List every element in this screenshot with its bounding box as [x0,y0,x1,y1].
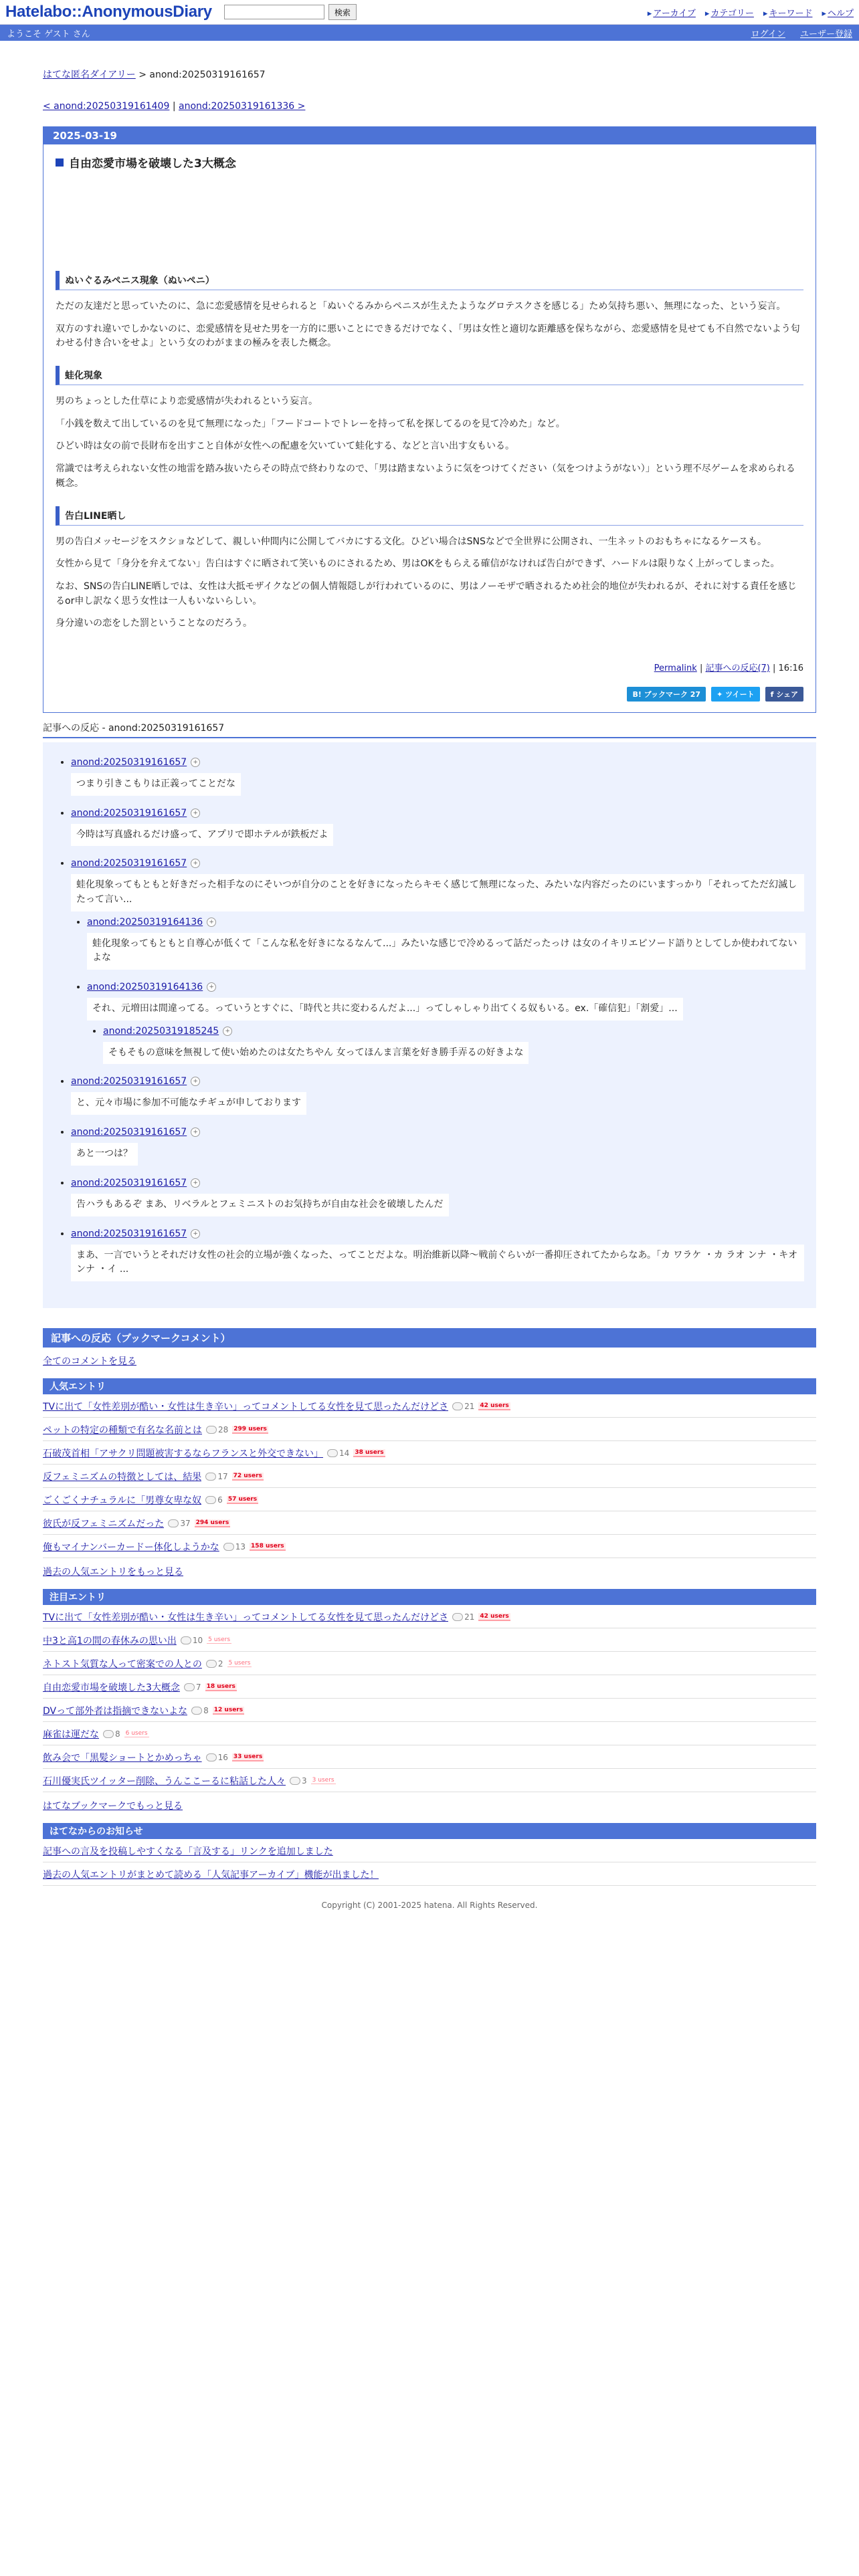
entry-row [43,1511,816,1535]
reaction-header [71,858,805,869]
top-nav [648,6,854,19]
reactions-link[interactable]: 記事への反応(7) [705,663,770,673]
comment-count[interactable] [206,1659,223,1669]
entry-link[interactable]: 石破茂首相「アサクリ問題被害するならフランスと外交できない」 [43,1448,324,1459]
entry-link[interactable]: 彼氏が反フェミニズムだった [43,1518,165,1529]
next-entry-link[interactable]: anond:20250319161336 > [179,101,306,112]
reaction-item [71,1228,805,1281]
expand-icon[interactable]: + [191,809,200,818]
entry-link[interactable]: 石川優実氏ツイッター削除、うんここーるに粘話した人々 [43,1776,286,1787]
reaction-link[interactable]: anond:20250319161657 [71,858,187,869]
reaction-link[interactable]: anond:20250319161657 [71,1127,187,1138]
prev-next-sep: | [172,101,176,112]
breadcrumb-current: anond:20250319161657 [149,70,266,80]
search-button[interactable]: 検索 [328,4,357,20]
comment-icon [452,1402,463,1410]
entry-row [43,1488,816,1511]
comment-icon [206,1660,217,1668]
expand-icon[interactable]: + [191,1229,200,1239]
bookmark-users-badge[interactable]: 294 users [195,1519,229,1526]
comment-count[interactable] [205,1495,223,1505]
comment-count[interactable] [181,1636,203,1645]
section-heading: ぬいぐるみペニス現象（ぬいペニ） [56,271,803,290]
reaction-excerpt: まあ、一言でいうとそれだけ女性の社会的立場が強くなった、ってことだよな。明治維新以降〜戦前ぐらいが一番抑圧されてたからなあ。「カ ワラケ ・カ ラオ ンナ ・キオ ンナ ・イ ... [71,1245,804,1281]
comment-count-value: 8 [203,1705,209,1715]
reaction-item [71,858,805,1064]
comment-count-value: 3 [302,1776,307,1786]
comment-count-value: 14 [339,1448,350,1458]
comment-count-value: 21 [464,1612,475,1622]
comment-icon [168,1519,179,1527]
notice-link[interactable]: 過去の人気エントリがまとめて読める「人気記事アーカイブ」機能が出ました！ [43,1869,379,1881]
reaction-header [71,757,805,768]
comment-count[interactable] [191,1706,209,1715]
comment-count[interactable] [327,1448,349,1458]
reaction-excerpt: あと一つは？ [71,1143,138,1166]
entry-row [43,1722,816,1745]
notable-list [43,1605,816,1792]
comment-count[interactable] [206,1753,228,1762]
comment-count-value: 10 [192,1635,203,1645]
expand-icon[interactable]: + [191,758,200,767]
login-link[interactable]: ログイン [751,29,785,39]
reaction-link[interactable]: anond:20250319161657 [71,1228,187,1239]
reaction-excerpt: と、元々市場に参加不可能なチギュが申しております [71,1092,306,1115]
reaction-excerpt: そもそもの意味を無視して使い始めたのは女たちやん 女ってほんま言葉を好き勝手弄るの好きよな [103,1042,529,1065]
prev-entry-link[interactable]: < anond:20250319161409 [43,101,170,112]
comment-icon [205,1496,216,1504]
reaction-item [87,982,805,1064]
reaction-children [71,917,805,1065]
article-footer: Permalink | 記事への反応(7) | 16:16 [654,663,803,673]
reaction-item [71,757,805,796]
entry-row [43,1465,816,1488]
article-paragraph: 常識では考えられない女性の地雷を踏み抜いたらその時点で終わりなので、「男は踏まないように気をつけてください（気をつけようがない）」という理不尽ゲームを求められる概念。 [56,463,795,489]
nav-category[interactable]: ▸ カテゴリー [705,6,754,19]
expand-icon[interactable]: + [207,982,216,992]
entry-link[interactable]: 飲み会で「黒髪ショートとかめっちゃ [43,1752,202,1763]
search-input[interactable] [224,5,324,19]
article-paragraph: なお、SNSの告白LINE晒しでは、女性は大抵モザイクなどの個人情報隠しが行われているのに、男はノーモザで晒されるため社会的地位が失われるが、それに対する責任を感じるor申し訳なく思う女性は一人もいないらしい。 [56,580,797,607]
entry-row [43,1535,816,1558]
bookmark-users-badge[interactable]: 5 users [228,1660,251,1667]
copyright: Copyright (C) 2001-2025 hatena. All Rights Reserved. [321,1900,538,1910]
comment-icon [103,1730,114,1738]
article-paragraph: 「小銭を数えて出しているのを見て無理になった」「フードコートでトレーを持って私を探してるのを見て冷めた」など。 [56,418,565,429]
reaction-header [71,1127,805,1138]
article-title [56,154,803,171]
breadcrumb-root[interactable]: はてな匿名ダイアリー [43,70,136,80]
article-paragraph: 男の告白メッセージをスクショなどして、親しい仲間内に公開してバカにする文化。ひどい場合はSNSなどで全世界に公開され、一生ネットのおもちゃになるケースも。 [56,536,767,547]
article [43,126,816,713]
welcome-text: ようこそ ゲスト さん [7,29,90,39]
reaction-item [71,1076,805,1115]
entry-row [43,1745,816,1769]
comment-icon [327,1449,338,1457]
expand-icon[interactable]: + [223,1027,232,1036]
hatena-bookmark-button[interactable]: B! ブックマーク 27 [627,687,706,702]
entry-link[interactable]: 中3と高1の間の春休みの思い出 [43,1635,177,1646]
comment-count-value: 16 [217,1752,228,1762]
nav-keyword[interactable]: ▸ キーワード [763,6,813,19]
bookmark-users-badge[interactable]: 158 users [251,1542,284,1549]
entry-row [43,1605,816,1628]
article-paragraph: 双方のすれ違いでしかないのに、恋愛感情を見せた男を一方的に悪いことにできるだけでなく、「男は女性と適切な距離感を保ちながら、恋愛感情を見せても不自然でないよう匂わせる付き合いをせよ」という女のわがままの極みを表した概念。 [56,323,800,349]
entry-link[interactable]: 自由恋愛市場を破壊した3大概念 [43,1682,180,1693]
comment-count[interactable] [206,1425,228,1434]
nav-help[interactable]: ▸ ヘルプ [822,6,854,19]
bookmark-users-badge[interactable]: 5 users [208,1636,231,1644]
share-buttons [56,687,803,702]
reaction-header [87,917,805,928]
bookmark-users-badge[interactable]: 42 users [480,1612,509,1620]
notices-title: はてなからのお知らせ [43,1823,816,1839]
reaction-link[interactable]: anond:20250319164136 [87,916,203,928]
entry-link[interactable]: TVに出て「女性差別が酷い・女性は生き辛い」ってコメントしてる女性を見て思ったんだけどさ [43,1612,449,1623]
entry-link[interactable]: DVって部外者は指摘できないよな [43,1705,188,1717]
entry-link[interactable]: ペットの特定の種類で有名な名前とは [43,1424,202,1436]
reaction-item [71,808,805,847]
reaction-header [87,982,805,992]
comment-count[interactable] [103,1729,120,1739]
article-paragraph: ひどい時は女の前で長財布を出すこと自体が女性への配慮を欠いていて蛙化する、などと言い出す女もいる。 [56,441,514,452]
popular-more-link[interactable]: 過去の人気エントリをもっと見る [43,1566,183,1578]
bookmark-comments-title: 記事への反応（ブックマークコメント） [43,1328,816,1348]
bookmark-users-badge[interactable]: 33 users [233,1753,263,1760]
comment-icon [206,1426,217,1434]
reaction-excerpt: それ、元増田は間違ってる。っていうとすぐに、「時代と共に変わるんだよ...」ってしゃしゃり出てくる奴もいる。ex.「確信犯」「割愛」... [87,998,683,1021]
reaction-excerpt: 蛙化現象ってもともと自尊心が低くて「こんな私を好きになるなんて...」みたいな感じで冷めるって話だったっけ は女のイキリエピソード語りとしてしか使われてないよな [87,933,805,970]
top-header [0,0,859,25]
comment-icon [181,1636,191,1644]
entry-row [43,1394,816,1418]
bookmark-users-badge[interactable]: 72 users [233,1472,262,1479]
entry-link[interactable]: ごくごくナチュラルに「男尊女卑な奴 [43,1495,202,1506]
comment-icon [206,1753,217,1761]
comment-count[interactable] [184,1683,201,1692]
reaction-excerpt: つまり引きこもりは正義ってことだな [71,773,241,796]
popular-list [43,1394,816,1558]
entry-link[interactable]: 反フェミニズムの特徴としては、結果 [43,1471,202,1483]
notable-title: 注目エントリ [43,1589,816,1605]
bookmark-comments-section [43,1328,816,1886]
reaction-item [71,1178,805,1216]
reaction-link[interactable]: anond:20250319161657 [71,756,187,768]
expand-icon[interactable]: + [191,1077,200,1086]
entry-row [43,1652,816,1675]
comment-count-value: 37 [180,1518,191,1528]
reaction-excerpt: 今時は写真盛れるだけ盛って、アプリで即ホテルが鉄板だよ [71,824,333,847]
comment-icon [290,1777,300,1785]
comment-count[interactable] [290,1776,307,1786]
comment-icon [452,1613,463,1621]
reaction-header [71,808,805,819]
reaction-link[interactable]: anond:20250319161657 [71,1076,187,1087]
prev-next-nav [43,101,816,112]
popular-title: 人気エントリ [43,1378,816,1394]
reaction-link[interactable]: anond:20250319164136 [87,982,203,993]
expand-icon[interactable]: + [191,859,200,868]
comment-icon [191,1707,202,1715]
reaction-link[interactable]: anond:20250319161657 [71,1177,187,1188]
comment-count[interactable] [168,1519,190,1528]
article-paragraph: ただの友達だと思っていたのに、急に恋愛感情を見せられると「ぬいぐるみからペニスが生えたようなグロテスクさを感じる」ため気持ち悪い、無理になった、という妄言。 [56,301,786,312]
main-content [43,41,816,1910]
comment-icon [205,1473,216,1481]
article-paragraph: 男のちょっとした仕草により恋愛感情が失われるという妄言。 [56,396,318,407]
nav-archive[interactable]: ▸ アーカイブ [648,6,696,19]
bookmark-users-badge[interactable]: 299 users [233,1425,267,1432]
site-logo[interactable]: Hatelabo::AnonymousDiary [5,3,212,21]
entry-row [43,1441,816,1465]
comment-count[interactable] [205,1472,227,1481]
entry-row [43,1628,816,1652]
section-heading: 告白LINE晒し [56,506,803,526]
twitter-icon: ✦ [717,689,726,699]
comment-count-value: 17 [217,1471,228,1481]
permalink[interactable]: Permalink [654,663,697,673]
comment-count-value: 28 [218,1424,229,1434]
reaction-header [71,1178,805,1188]
article-paragraph: 女性から見て「身分を弁えてない」告白はすぐに晒されて笑いものにされるため、男はOKをもらえる確信がなければ告白ができず、ハードルは限りなく上がってしまった。 [56,558,780,570]
entry-link[interactable]: TVに出て「女性差別が酷い・女性は生き辛い」ってコメントしてる女性を見て思ったんだけどさ [43,1401,449,1412]
article-title-text: 自由恋愛市場を破壊した3大概念 [69,157,236,171]
entry-row [43,1699,816,1722]
comment-count-value: 7 [195,1682,201,1692]
bookmark-users-badge[interactable]: 42 users [480,1402,509,1409]
bookmark-users-badge[interactable]: 57 users [227,1495,258,1503]
comment-count[interactable] [223,1542,246,1551]
bookmark-users-badge[interactable]: 12 users [213,1706,244,1713]
reaction-excerpt: 蛙化現象ってもともと好きだった相手なのにそいつが自分のことを好きになったらキモく感じて無理になった、みたいな内容だったのにいますっかり「それってただ幻滅したって言い... [71,874,804,911]
reaction-excerpt: 告ハラもあるぞ まあ、リベラルとフェミニストのお気持ちが自由な社会を破壊したんだ [71,1194,449,1216]
article-sections [56,271,803,631]
reaction-children [87,1026,805,1065]
comment-count[interactable] [452,1402,474,1411]
title-square-icon [56,158,64,167]
entry-row [43,1769,816,1792]
entry-link[interactable]: 麻雀は運だな [43,1729,99,1740]
article-paragraph: 身分違いの恋をした罰ということなのだろう。 [56,618,252,629]
bookmark-users-badge[interactable]: 6 users [125,1730,148,1737]
comment-count[interactable] [452,1612,474,1622]
reaction-item [71,1127,805,1166]
tweet-button[interactable]: ✦ ツイート [711,687,760,702]
facebook-share-button[interactable]: f シェア [765,687,803,702]
expand-icon[interactable]: + [207,918,216,927]
bookmark-users-badge[interactable]: 18 users [206,1683,235,1690]
bookmark-users-badge[interactable]: 3 users [312,1777,335,1784]
comment-count-value: 6 [217,1495,223,1505]
all-comments-link[interactable]: 全てのコメントを見る [43,1356,136,1367]
bookmark-users-badge[interactable]: 38 users [355,1448,384,1456]
reaction-item [87,917,805,970]
article-date: 2025-03-19 [43,127,816,144]
notable-more-link[interactable]: はてなブックマークでもっと見る [43,1800,183,1812]
reaction-header [103,1026,805,1037]
reactions-tree [43,742,816,1308]
entry-row [43,1418,816,1441]
entry-link[interactable]: 俺もマイナンバーカードー体化しようかな [43,1541,219,1553]
reaction-link[interactable]: anond:20250319185245 [103,1025,219,1037]
comment-icon [184,1683,195,1691]
reaction-header [71,1076,805,1087]
facebook-icon: f [770,689,777,699]
reactions-title: 記事への反応 - anond:20250319161657 [43,721,816,738]
article-time: 16:16 [778,663,803,673]
breadcrumb [43,68,816,81]
entry-link[interactable]: ネトスト気質な人って密案での人との [43,1658,202,1670]
breadcrumb-sep: > [138,70,147,80]
reactions-list [55,757,805,1281]
notice-link[interactable]: 記事への言及を投稿しやすくなる「言及する」リンクを追加しました [43,1846,333,1857]
entry-row [43,1675,816,1699]
comment-icon [223,1543,234,1551]
section-heading: 蛙化現象 [56,366,803,385]
register-link[interactable]: ユーザー登録 [799,29,852,39]
reaction-link[interactable]: anond:20250319161657 [71,807,187,819]
expand-icon[interactable]: + [191,1128,200,1137]
comment-count-value: 13 [235,1541,246,1551]
comment-count-value: 2 [217,1658,223,1669]
comment-count-value: 8 [115,1729,120,1739]
comment-count-value: 21 [464,1401,475,1411]
reaction-header [71,1228,805,1239]
expand-icon[interactable]: + [191,1178,200,1188]
user-bar [0,25,859,41]
reaction-item [103,1026,805,1065]
